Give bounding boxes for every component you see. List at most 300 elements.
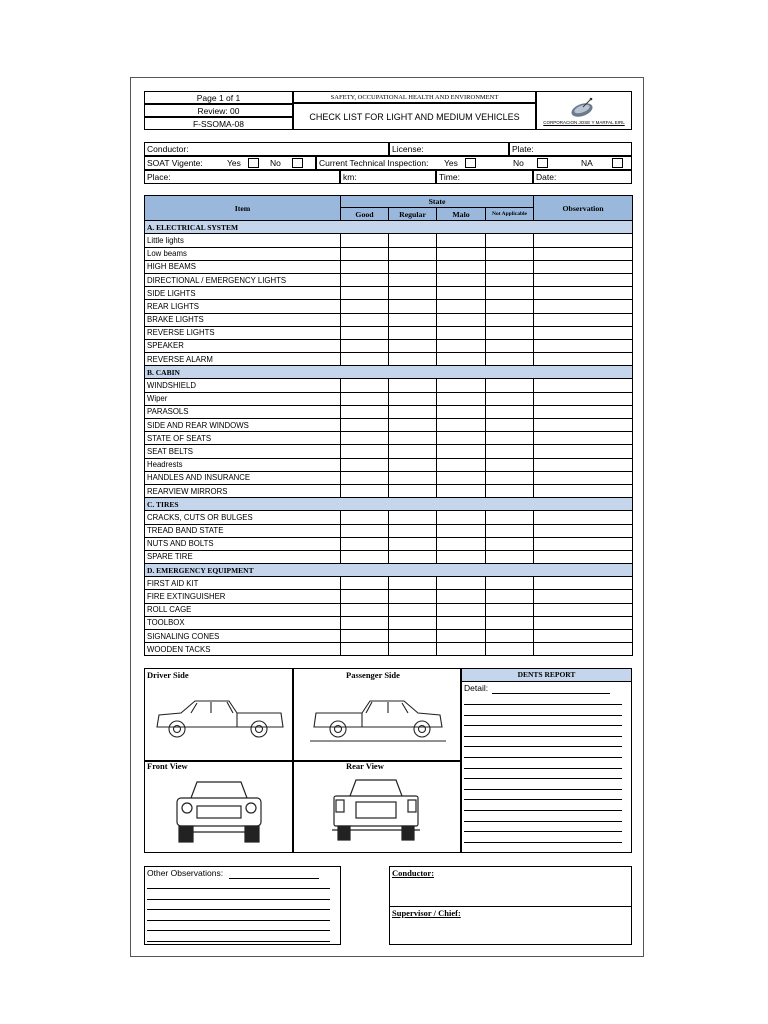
- item-label: REAR LIGHTS: [145, 300, 341, 313]
- dents-report-title: DENTS REPORT: [462, 669, 631, 682]
- malo-cell[interactable]: [437, 313, 486, 326]
- good-cell[interactable]: [341, 537, 389, 550]
- table-row: [145, 445, 633, 458]
- table-row: [145, 458, 633, 471]
- good-cell[interactable]: [341, 511, 389, 524]
- observation-cell[interactable]: [534, 326, 633, 339]
- detail-line[interactable]: [464, 704, 622, 705]
- malo-cell[interactable]: [437, 260, 486, 273]
- inspection-no-checkbox[interactable]: [537, 158, 548, 168]
- observation-line[interactable]: [147, 920, 330, 921]
- observation-cell[interactable]: [534, 643, 633, 656]
- soat-label: SOAT Vigente:: [147, 158, 203, 168]
- item-label: ROLL CAGE: [145, 603, 341, 616]
- table-row: [145, 273, 633, 286]
- item-label: PARASOLS: [145, 405, 341, 418]
- malo-cell[interactable]: [437, 247, 486, 260]
- signature-divider: [390, 906, 631, 907]
- pickup-rear-icon: [326, 776, 426, 850]
- good-cell[interactable]: [341, 630, 389, 643]
- regular-cell[interactable]: [389, 234, 437, 247]
- checklist-sheet: [130, 77, 644, 957]
- observation-cell[interactable]: [534, 458, 633, 471]
- regular-cell[interactable]: [389, 484, 437, 497]
- malo-cell[interactable]: [437, 287, 486, 300]
- observation-cell[interactable]: [534, 247, 633, 260]
- section-title: A. ELECTRICAL SYSTEM: [145, 221, 633, 234]
- not-applicable-cell[interactable]: [486, 590, 534, 603]
- good-cell[interactable]: [341, 432, 389, 445]
- malo-cell[interactable]: [437, 550, 486, 563]
- item-label: FIRST AID KIT: [145, 577, 341, 590]
- observation-cell[interactable]: [534, 550, 633, 563]
- malo-cell[interactable]: [437, 511, 486, 524]
- soat-yes-label: Yes: [227, 158, 241, 168]
- table-row: [145, 339, 633, 352]
- good-cell[interactable]: [341, 458, 389, 471]
- regular-cell[interactable]: [389, 313, 437, 326]
- table-row: [145, 590, 633, 603]
- table-row: [145, 511, 633, 524]
- not-applicable-cell[interactable]: [486, 445, 534, 458]
- good-cell[interactable]: [341, 234, 389, 247]
- regular-cell[interactable]: [389, 273, 437, 286]
- item-label: SIDE LIGHTS: [145, 287, 341, 300]
- item-label: STATE OF SEATS: [145, 432, 341, 445]
- date-label: Date:: [536, 172, 557, 182]
- detail-line[interactable]: [464, 842, 622, 843]
- not-applicable-cell[interactable]: [486, 643, 534, 656]
- good-cell[interactable]: [341, 247, 389, 260]
- observation-cell[interactable]: [534, 471, 633, 484]
- good-cell[interactable]: [341, 392, 389, 405]
- malo-cell[interactable]: [437, 643, 486, 656]
- observation-line[interactable]: [147, 899, 330, 900]
- table-row: [145, 630, 633, 643]
- section-title: C. TIRES: [145, 498, 633, 511]
- not-applicable-cell[interactable]: [486, 432, 534, 445]
- item-label: SPEAKER: [145, 339, 341, 352]
- table-row: [145, 484, 633, 497]
- signature-box: [389, 866, 632, 945]
- table-row: [145, 379, 633, 392]
- item-header: Item: [145, 196, 341, 221]
- table-row: [145, 300, 633, 313]
- item-label: CRACKS, CUTS OR BULGES: [145, 511, 341, 524]
- good-cell[interactable]: [341, 524, 389, 537]
- driver-side-label: Driver Side: [147, 670, 189, 680]
- info-row-place: [144, 170, 632, 184]
- good-cell[interactable]: [341, 643, 389, 656]
- regular-cell[interactable]: [389, 511, 437, 524]
- detail-line[interactable]: [464, 821, 622, 822]
- table-row: [145, 313, 633, 326]
- observation-cell[interactable]: [534, 405, 633, 418]
- not-applicable-cell[interactable]: [486, 511, 534, 524]
- malo-cell[interactable]: [437, 577, 486, 590]
- malo-cell[interactable]: [437, 234, 486, 247]
- not-applicable-cell[interactable]: [486, 392, 534, 405]
- item-label: Little lights: [145, 234, 341, 247]
- soat-no-checkbox[interactable]: [292, 158, 303, 168]
- table-row: [145, 419, 633, 432]
- observation-line[interactable]: [229, 878, 319, 879]
- malo-cell[interactable]: [437, 445, 486, 458]
- supervisor-signature-label: Supervisor / Chief:: [392, 908, 461, 918]
- section-header-row: [145, 498, 633, 511]
- conductor-field[interactable]: [144, 142, 389, 156]
- regular-cell[interactable]: [389, 379, 437, 392]
- info-row-soat: [144, 156, 632, 170]
- not-applicable-cell[interactable]: [486, 300, 534, 313]
- regular-cell[interactable]: [389, 643, 437, 656]
- satellite-dish-icon: [569, 97, 599, 119]
- good-cell[interactable]: [341, 616, 389, 629]
- not-applicable-cell[interactable]: [486, 484, 534, 497]
- observation-line[interactable]: [147, 930, 330, 931]
- regular-cell[interactable]: [389, 537, 437, 550]
- regular-cell[interactable]: [389, 630, 437, 643]
- detail-label: Detail:: [464, 683, 489, 693]
- malo-cell[interactable]: [437, 419, 486, 432]
- good-cell[interactable]: [341, 577, 389, 590]
- good-header: Good: [341, 208, 389, 221]
- observation-line[interactable]: [147, 888, 330, 889]
- detail-line[interactable]: [464, 757, 622, 758]
- regular-cell[interactable]: [389, 392, 437, 405]
- detail-line[interactable]: [464, 768, 622, 769]
- not-applicable-cell[interactable]: [486, 537, 534, 550]
- not-applicable-header: Not Applicable: [486, 208, 534, 221]
- regular-cell[interactable]: [389, 524, 437, 537]
- observation-cell[interactable]: [534, 445, 633, 458]
- item-label: HANDLES AND INSURANCE: [145, 471, 341, 484]
- regular-cell[interactable]: [389, 603, 437, 616]
- good-cell[interactable]: [341, 339, 389, 352]
- item-label: SPARE TIRE: [145, 550, 341, 563]
- malo-cell[interactable]: [437, 537, 486, 550]
- table-row: [145, 392, 633, 405]
- not-applicable-cell[interactable]: [486, 326, 534, 339]
- observation-cell[interactable]: [534, 511, 633, 524]
- item-label: SEAT BELTS: [145, 445, 341, 458]
- malo-cell[interactable]: [437, 300, 486, 313]
- not-applicable-cell[interactable]: [486, 524, 534, 537]
- regular-cell[interactable]: [389, 458, 437, 471]
- checklist-table: [144, 195, 633, 656]
- regular-cell[interactable]: [389, 353, 437, 366]
- not-applicable-cell[interactable]: [486, 616, 534, 629]
- not-applicable-cell[interactable]: [486, 379, 534, 392]
- item-label: NUTS AND BOLTS: [145, 537, 341, 550]
- not-applicable-cell[interactable]: [486, 313, 534, 326]
- other-observations-box[interactable]: [144, 866, 341, 945]
- detail-line[interactable]: [464, 736, 622, 737]
- not-applicable-cell[interactable]: [486, 260, 534, 273]
- observation-cell[interactable]: [534, 353, 633, 366]
- not-applicable-cell[interactable]: [486, 405, 534, 418]
- item-label: WINDSHIELD: [145, 379, 341, 392]
- observation-cell[interactable]: [534, 287, 633, 300]
- not-applicable-cell[interactable]: [486, 234, 534, 247]
- table-row: [145, 524, 633, 537]
- item-label: REVERSE LIGHTS: [145, 326, 341, 339]
- regular-cell[interactable]: [389, 471, 437, 484]
- inspection-label: Current Technical Inspection:: [319, 158, 429, 168]
- good-cell[interactable]: [341, 313, 389, 326]
- inspection-yes-checkbox[interactable]: [465, 158, 476, 168]
- observation-cell[interactable]: [534, 484, 633, 497]
- malo-cell[interactable]: [437, 432, 486, 445]
- regular-cell[interactable]: [389, 577, 437, 590]
- driver-side-box[interactable]: [144, 668, 293, 761]
- item-label: Low beams: [145, 247, 341, 260]
- not-applicable-cell[interactable]: [486, 287, 534, 300]
- malo-cell[interactable]: [437, 273, 486, 286]
- detail-line[interactable]: [464, 725, 622, 726]
- pickup-side-right-icon: [308, 689, 448, 749]
- table-row: [145, 432, 633, 445]
- license-label: License:: [392, 144, 424, 154]
- malo-cell[interactable]: [437, 630, 486, 643]
- malo-cell[interactable]: [437, 616, 486, 629]
- observation-cell[interactable]: [534, 260, 633, 273]
- good-cell[interactable]: [341, 287, 389, 300]
- regular-cell[interactable]: [389, 616, 437, 629]
- detail-line[interactable]: [464, 715, 622, 716]
- observation-line[interactable]: [147, 909, 330, 910]
- info-row-conductor: [144, 142, 632, 156]
- detail-line[interactable]: [464, 789, 622, 790]
- table-row: [145, 326, 633, 339]
- table-row: [145, 260, 633, 273]
- table-row: [145, 537, 633, 550]
- item-label: REARVIEW MIRRORS: [145, 484, 341, 497]
- good-cell[interactable]: [341, 379, 389, 392]
- observation-cell[interactable]: [534, 234, 633, 247]
- item-label: Wiper: [145, 392, 341, 405]
- detail-line[interactable]: [464, 831, 622, 832]
- not-applicable-cell[interactable]: [486, 247, 534, 260]
- conductor-label: Conductor:: [147, 144, 189, 154]
- detail-line[interactable]: [464, 778, 622, 779]
- detail-line[interactable]: [464, 810, 622, 811]
- observation-cell[interactable]: [534, 603, 633, 616]
- passenger-side-label: Passenger Side: [346, 670, 400, 680]
- item-label: TREAD BAND STATE: [145, 524, 341, 537]
- detail-line[interactable]: [492, 693, 610, 694]
- section-title: D. EMERGENCY EQUIPMENT: [145, 564, 633, 577]
- company-name: CORPORACION JOSE Y MARFAL EIRL: [543, 119, 625, 125]
- good-cell[interactable]: [341, 273, 389, 286]
- rear-view-box[interactable]: [293, 761, 461, 853]
- date-field[interactable]: [533, 170, 632, 184]
- regular-cell[interactable]: [389, 590, 437, 603]
- malo-cell[interactable]: [437, 471, 486, 484]
- regular-cell[interactable]: [389, 326, 437, 339]
- company-logo: [536, 91, 632, 130]
- table-row: [145, 471, 633, 484]
- section-header-row: [145, 564, 633, 577]
- not-applicable-cell[interactable]: [486, 339, 534, 352]
- item-label: DIRECTIONAL / EMERGENCY LIGHTS: [145, 273, 341, 286]
- conductor-signature-label: Conductor:: [392, 868, 435, 878]
- detail-line[interactable]: [464, 746, 622, 747]
- malo-cell[interactable]: [437, 458, 486, 471]
- observation-cell[interactable]: [534, 577, 633, 590]
- license-field[interactable]: [389, 142, 509, 156]
- observation-cell[interactable]: [534, 313, 633, 326]
- malo-cell[interactable]: [437, 353, 486, 366]
- rear-view-label: Rear View: [346, 761, 384, 771]
- not-applicable-cell[interactable]: [486, 458, 534, 471]
- not-applicable-cell[interactable]: [486, 353, 534, 366]
- plate-field[interactable]: [509, 142, 632, 156]
- regular-cell[interactable]: [389, 339, 437, 352]
- observation-cell[interactable]: [534, 339, 633, 352]
- regular-cell[interactable]: [389, 550, 437, 563]
- malo-cell[interactable]: [437, 603, 486, 616]
- inspection-na-checkbox[interactable]: [612, 158, 623, 168]
- pickup-side-left-icon: [151, 689, 289, 749]
- good-cell[interactable]: [341, 603, 389, 616]
- other-observations-label: Other Observations:: [147, 868, 224, 878]
- malo-cell[interactable]: [437, 392, 486, 405]
- good-cell[interactable]: [341, 484, 389, 497]
- item-label: SIDE AND REAR WINDOWS: [145, 419, 341, 432]
- table-row: [145, 550, 633, 563]
- table-row: [145, 234, 633, 247]
- observation-line[interactable]: [147, 941, 330, 942]
- section-header-row: [145, 366, 633, 379]
- place-field[interactable]: [144, 170, 340, 184]
- observation-cell[interactable]: [534, 524, 633, 537]
- good-cell[interactable]: [341, 471, 389, 484]
- regular-cell[interactable]: [389, 445, 437, 458]
- observation-header: Observation: [534, 196, 633, 221]
- not-applicable-cell[interactable]: [486, 419, 534, 432]
- item-label: WOODEN TACKS: [145, 643, 341, 656]
- observation-cell[interactable]: [534, 590, 633, 603]
- km-label: km:: [343, 172, 357, 182]
- not-applicable-cell[interactable]: [486, 471, 534, 484]
- regular-cell[interactable]: [389, 287, 437, 300]
- soat-field: [144, 156, 316, 170]
- form-title: CHECK LIST FOR LIGHT AND MEDIUM VEHICLES: [293, 103, 536, 130]
- time-field[interactable]: [436, 170, 533, 184]
- good-cell[interactable]: [341, 353, 389, 366]
- page-number: Page 1 of 1: [144, 91, 293, 104]
- inspection-no-label: No: [513, 158, 524, 168]
- observation-cell[interactable]: [534, 432, 633, 445]
- item-label: FIRE EXTINGUISHER: [145, 590, 341, 603]
- dents-report-box[interactable]: [461, 668, 632, 853]
- inspection-field: [316, 156, 632, 170]
- observation-cell[interactable]: [534, 630, 633, 643]
- malo-cell[interactable]: [437, 590, 486, 603]
- table-row: [145, 643, 633, 656]
- section-header-row: [145, 221, 633, 234]
- malo-cell[interactable]: [437, 339, 486, 352]
- not-applicable-cell[interactable]: [486, 603, 534, 616]
- good-cell[interactable]: [341, 445, 389, 458]
- not-applicable-cell[interactable]: [486, 630, 534, 643]
- detail-line[interactable]: [464, 799, 622, 800]
- observation-cell[interactable]: [534, 537, 633, 550]
- regular-header: Regular: [389, 208, 437, 221]
- regular-cell[interactable]: [389, 419, 437, 432]
- good-cell[interactable]: [341, 590, 389, 603]
- passenger-side-box[interactable]: [293, 668, 461, 761]
- observation-cell[interactable]: [534, 300, 633, 313]
- place-label: Place:: [147, 172, 171, 182]
- table-row: [145, 577, 633, 590]
- malo-cell[interactable]: [437, 524, 486, 537]
- regular-cell[interactable]: [389, 432, 437, 445]
- table-row: [145, 616, 633, 629]
- malo-header: Malo: [437, 208, 486, 221]
- regular-cell[interactable]: [389, 247, 437, 260]
- observation-cell[interactable]: [534, 379, 633, 392]
- table-row: [145, 247, 633, 260]
- item-label: HIGH BEAMS: [145, 260, 341, 273]
- good-cell[interactable]: [341, 405, 389, 418]
- regular-cell[interactable]: [389, 300, 437, 313]
- front-view-label: Front View: [147, 761, 188, 771]
- not-applicable-cell[interactable]: [486, 550, 534, 563]
- malo-cell[interactable]: [437, 326, 486, 339]
- table-row: [145, 603, 633, 616]
- malo-cell[interactable]: [437, 405, 486, 418]
- section-title: B. CABIN: [145, 366, 633, 379]
- item-label: SIGNALING CONES: [145, 630, 341, 643]
- not-applicable-cell[interactable]: [486, 577, 534, 590]
- good-cell[interactable]: [341, 419, 389, 432]
- malo-cell[interactable]: [437, 379, 486, 392]
- pickup-front-icon: [169, 776, 269, 850]
- item-label: Headrests: [145, 458, 341, 471]
- item-label: TOOLBOX: [145, 616, 341, 629]
- good-cell[interactable]: [341, 326, 389, 339]
- regular-cell[interactable]: [389, 260, 437, 273]
- good-cell[interactable]: [341, 550, 389, 563]
- department-title: SAFETY, OCCUPATIONAL HEALTH AND ENVIRONMENT: [293, 91, 536, 103]
- soat-no-label: No: [270, 158, 281, 168]
- item-label: BRAKE LIGHTS: [145, 313, 341, 326]
- not-applicable-cell[interactable]: [486, 273, 534, 286]
- observation-cell[interactable]: [534, 616, 633, 629]
- good-cell[interactable]: [341, 300, 389, 313]
- review-number: Review: 00: [144, 104, 293, 117]
- observation-cell[interactable]: [534, 273, 633, 286]
- malo-cell[interactable]: [437, 484, 486, 497]
- inspection-yes-label: Yes: [444, 158, 458, 168]
- good-cell[interactable]: [341, 260, 389, 273]
- regular-cell[interactable]: [389, 405, 437, 418]
- observation-cell[interactable]: [534, 419, 633, 432]
- table-row: [145, 353, 633, 366]
- item-label: REVERSE ALARM: [145, 353, 341, 366]
- front-view-box[interactable]: [144, 761, 293, 853]
- inspection-na-label: NA: [581, 158, 593, 168]
- km-field[interactable]: [340, 170, 436, 184]
- soat-yes-checkbox[interactable]: [248, 158, 259, 168]
- form-code: F-SSOMA-08: [144, 117, 293, 130]
- observation-cell[interactable]: [534, 392, 633, 405]
- table-row: [145, 287, 633, 300]
- state-header: State: [341, 196, 534, 208]
- plate-label: Plate:: [512, 144, 534, 154]
